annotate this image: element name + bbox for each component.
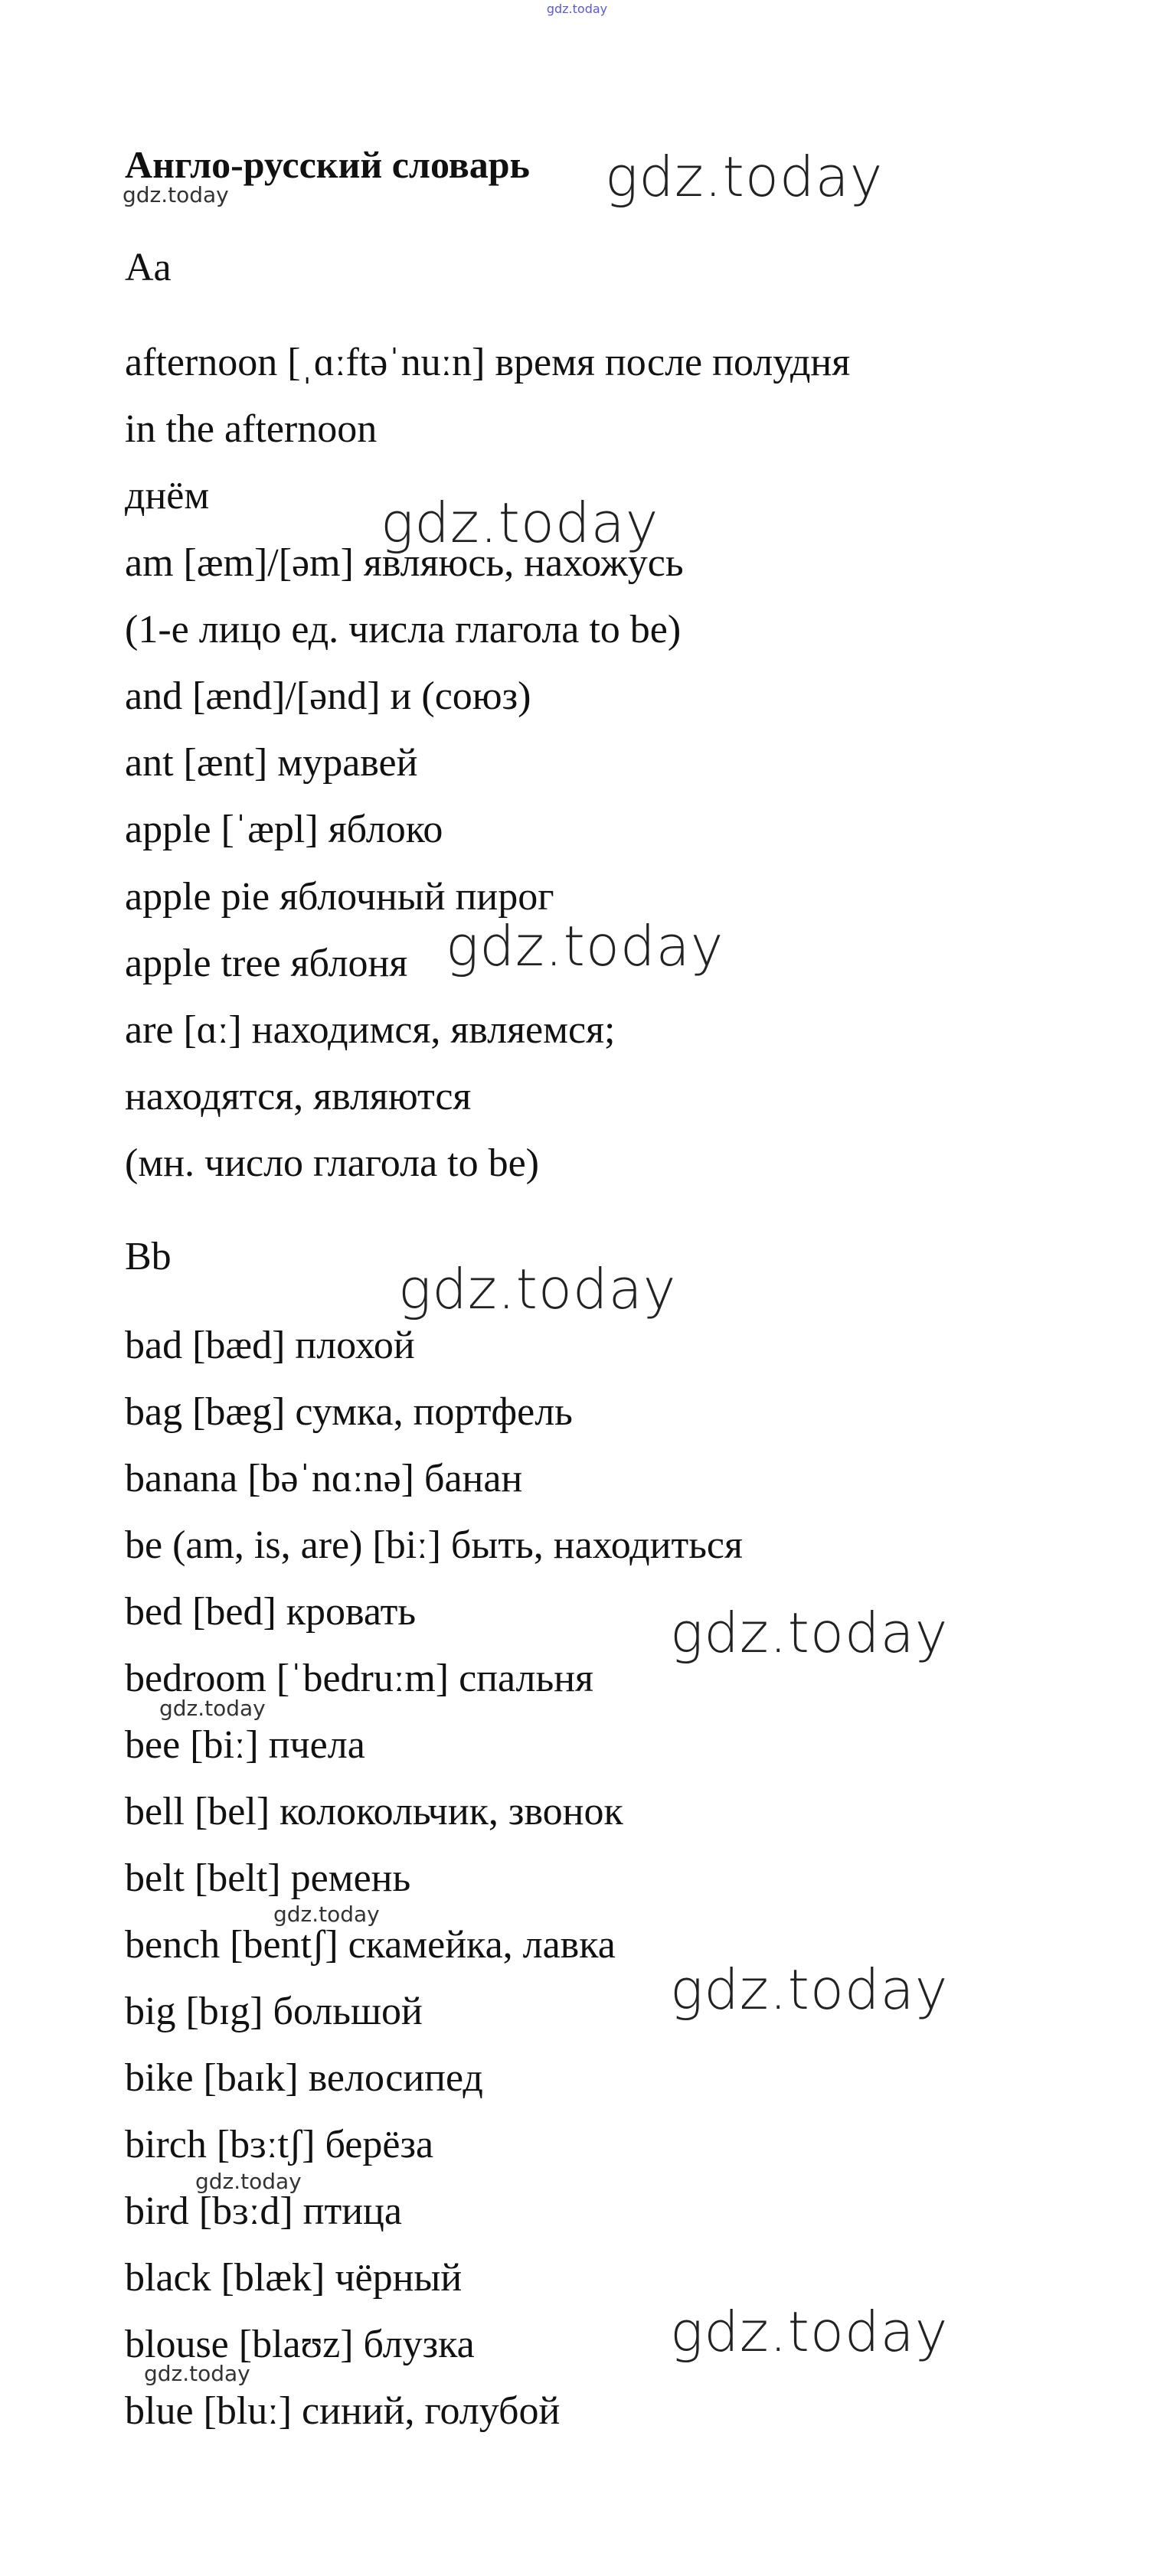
watermark-small: gdz.today [159, 1696, 266, 1721]
entry-blouse: blouse [blaʊz] блузка [125, 2323, 475, 2366]
entry-bee: bee [biː] пчела [125, 1723, 365, 1767]
entry-banana: banana [bəˈnɑːnə] банан [125, 1457, 523, 1500]
entry-and: and [ænd]/[ənd] и (союз) [125, 674, 531, 718]
entry-apple: apple [ˈæpl] яблоко [125, 808, 443, 851]
header-watermark: gdz.today [546, 2, 608, 16]
entry-afternoon: afternoon [ˌɑːftəˈnuːn] время после полудня [125, 341, 851, 384]
watermark-large: gdz.today [605, 145, 884, 209]
entry-am-note: (1-е лицо ед. числа глагола to be) [125, 608, 682, 651]
entry-am: am [æm]/[əm] являюсь, нахожусь [125, 541, 684, 585]
watermark-large: gdz.today [670, 2300, 949, 2364]
entry-bell: bell [bel] колокольчик, звонок [125, 1790, 623, 1833]
entry-bed: bed [bed] кровать [125, 1590, 417, 1634]
section-letter-a: Aa [125, 246, 172, 289]
watermark-large: gdz.today [446, 914, 724, 978]
watermark-small: gdz.today [123, 182, 229, 207]
entry-belt: belt [belt] ремень [125, 1856, 411, 1900]
entry-bedroom: bedroom [ˈbedruːm] спальня [125, 1657, 593, 1700]
entry-are: are [ɑː] находимся, являемся; [125, 1008, 616, 1052]
entry-bad: bad [bæd] плохой [125, 1324, 415, 1367]
entry-apple-pie: apple pie яблочный пирог [125, 875, 554, 919]
entry-bird: bird [bɜːd] птица [125, 2189, 402, 2233]
watermark-large: gdz.today [670, 1957, 949, 2022]
watermark-large: gdz.today [398, 1257, 677, 1321]
entry-are-cont: находятся, являются [125, 1075, 472, 1118]
entry-blue: blue [bluː] синий, голубой [125, 2389, 561, 2433]
watermark-large: gdz.today [381, 491, 659, 555]
entry-ant: ant [ænt] муравей [125, 741, 418, 785]
entry-bag: bag [bæg] сумка, портфель [125, 1390, 573, 1434]
entry-in-the-afternoon: in the afternoon [125, 407, 378, 451]
entry-black: black [blæk] чёрный [125, 2256, 463, 2300]
entry-big: big [bɪg] большой [125, 1990, 423, 2033]
page-title: Англо-русский словарь [125, 143, 530, 186]
watermark-small: gdz.today [195, 2169, 302, 2194]
watermark-small: gdz.today [144, 2361, 250, 2386]
entry-be: be (am, is, are) [biː] быть, находиться [125, 1523, 743, 1567]
entry-birch: birch [bɜːtʃ] берёза [125, 2123, 434, 2166]
watermark-large: gdz.today [670, 1601, 949, 1665]
entry-bike: bike [baɪk] велосипед [125, 2056, 483, 2100]
section-letter-b: Bb [125, 1235, 172, 1278]
entry-are-note: (мн. число глагола to be) [125, 1141, 539, 1185]
entry-dnyom: днём [125, 474, 210, 517]
entry-apple-tree: apple tree яблоня [125, 942, 408, 985]
watermark-small: gdz.today [273, 1902, 380, 1927]
entry-bench: bench [bentʃ] скамейка, лавка [125, 1923, 616, 1967]
